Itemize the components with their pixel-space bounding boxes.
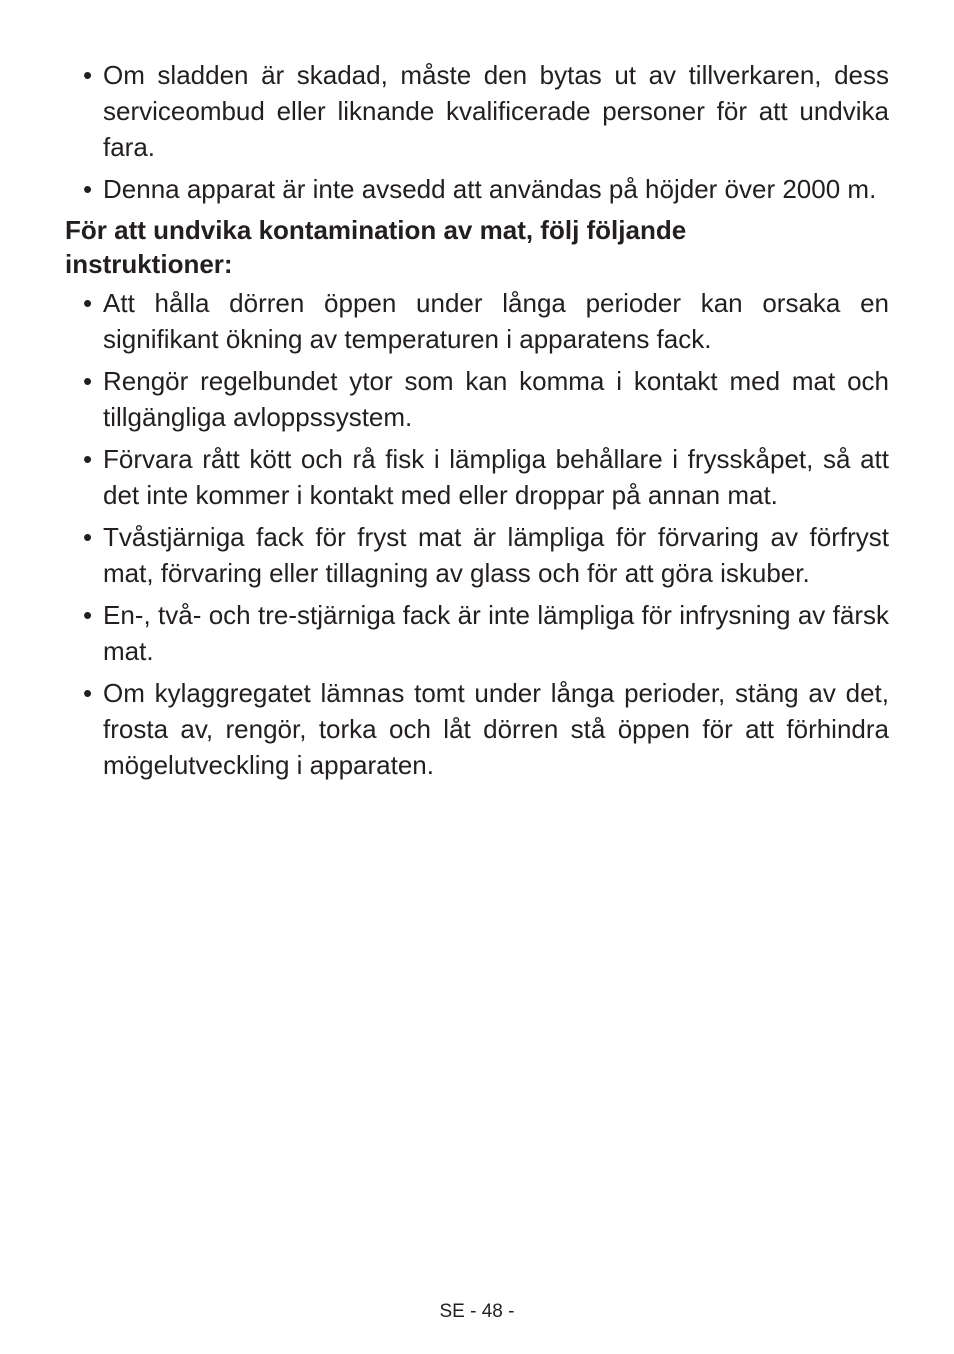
list-item: [65, 675, 889, 783]
list-item-text: Rengör regelbundet ytor som kan komma i kontakt med mat och tillgängliga avloppssystem.: [103, 366, 889, 432]
bullet-icon: •: [83, 60, 93, 90]
list-item-text: Om kylaggregatet lämnas tomt under långa perioder, stäng av det, frosta av, rengör, torka och låt dörren stå öppen för att förhindra mögelutveckling i apparaten.: [103, 678, 889, 780]
list-item-text: Om sladden är skadad, måste den bytas ut av tillverkaren, dess serviceombud eller liknande kvalificerade personer för att undvika fara.: [103, 60, 889, 162]
list-item: [65, 519, 889, 591]
list-item-text: Att hålla dörren öppen under långa perioder kan orsaka en signifikant ökning av temperaturen i apparatens fack.: [103, 288, 889, 354]
bullet-icon: •: [83, 600, 93, 630]
list-item: [65, 57, 889, 165]
list-item: [65, 171, 889, 207]
bullet-icon: •: [83, 678, 93, 708]
list-item: [65, 285, 889, 357]
bullet-icon: •: [83, 288, 93, 318]
page-number: SE - 48 -: [439, 1301, 515, 1322]
section-bullet-list: [65, 285, 889, 783]
list-item: [65, 363, 889, 435]
list-item-text: En-, två- och tre-stjärniga fack är inte lämpliga för infrysning av färsk mat.: [103, 600, 889, 666]
list-item: [65, 597, 889, 669]
bullet-icon: •: [83, 366, 93, 396]
list-item-text: Tvåstjärniga fack för fryst mat är lämpliga för förvaring av förfryst mat, förvaring eller tillagning av glass och för att göra iskuber.: [103, 522, 889, 588]
bullet-icon: •: [83, 522, 93, 552]
list-item-text: Förvara rått kött och rå fisk i lämpliga behållare i frysskåpet, så att det inte kommer i kontakt med eller droppar på annan mat.: [103, 444, 889, 510]
bullet-icon: •: [83, 174, 93, 204]
list-item: [65, 441, 889, 513]
bullet-icon: •: [83, 444, 93, 474]
list-item-text: Denna apparat är inte avsedd att användas på höjder över 2000 m.: [103, 174, 877, 204]
intro-bullet-list: [65, 57, 889, 207]
page-content: [65, 57, 889, 789]
section-heading: För att undvika kontamination av mat, följ följande instruktioner:: [65, 215, 687, 279]
